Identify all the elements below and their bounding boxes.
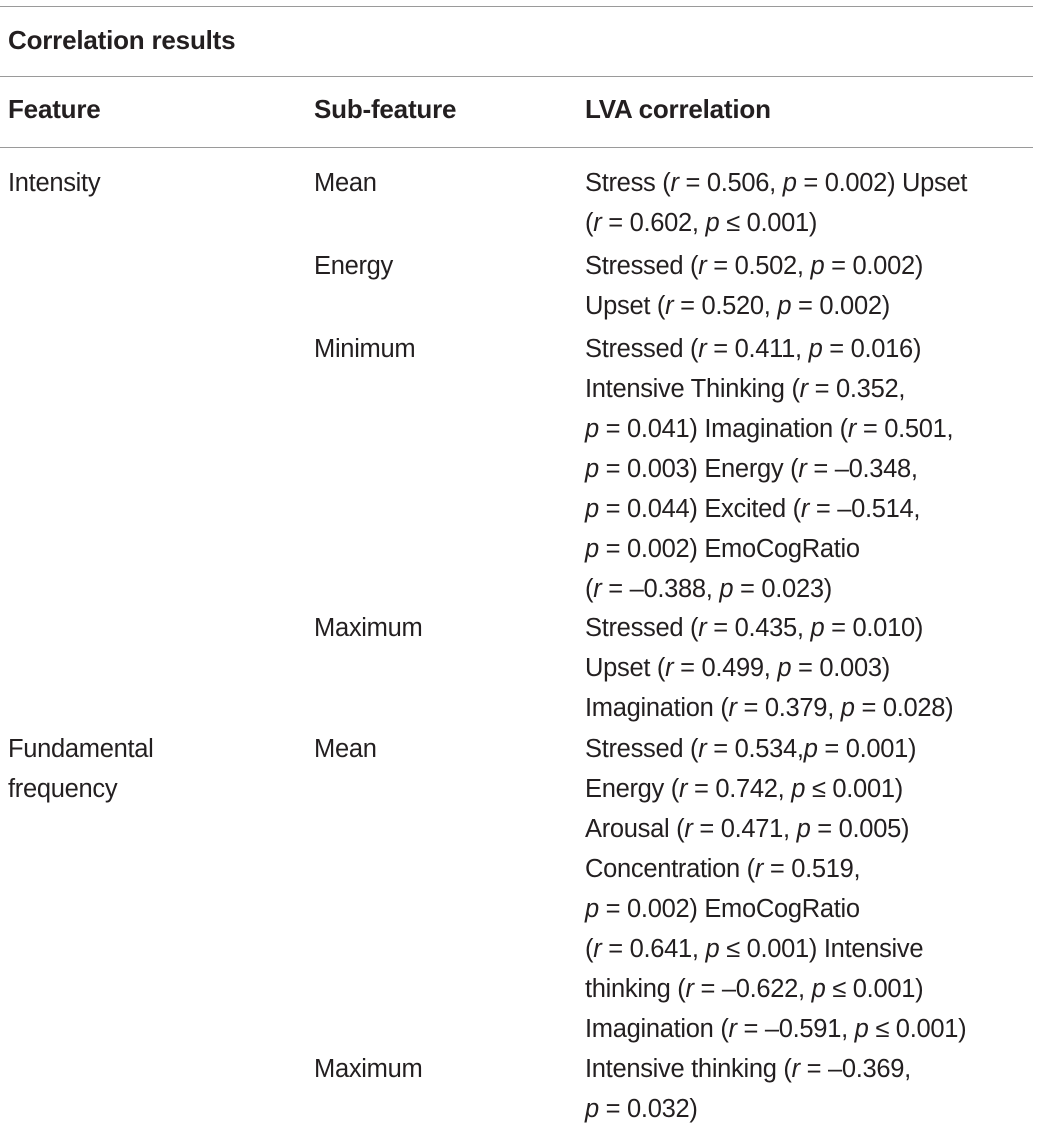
feature-line: frequency [8, 775, 118, 803]
correlation-text: = 0.471, [692, 815, 797, 843]
correlation-line [585, 163, 967, 203]
correlation-text: Stressed ( [585, 252, 699, 280]
correlation-text: ≤ 0.001) [719, 209, 818, 237]
stat-symbol: r [593, 209, 602, 237]
stat-symbol: r [670, 169, 679, 197]
stat-symbol: r [847, 415, 857, 443]
stat-symbol: p [777, 654, 792, 682]
correlation-line [585, 769, 966, 809]
correlation-text: = 0.002) [824, 252, 924, 280]
correlation-text: Intensive thinking ( [585, 1055, 792, 1083]
correlation-text: = 0.041) Imagination ( [598, 415, 848, 443]
correlation-line [585, 569, 953, 609]
stat-symbol: r [665, 654, 674, 682]
stat-symbol: p [585, 455, 599, 483]
feature-line: Fundamental [8, 735, 154, 763]
stat-symbol: r [593, 935, 602, 963]
stat-symbol: r [698, 735, 707, 763]
correlation-line [585, 608, 953, 648]
stat-symbol: p [777, 292, 792, 320]
correlation-text: = 0.502, [706, 252, 811, 280]
header-sub-feature: Sub-feature [314, 94, 457, 124]
correlation-cell [585, 1049, 911, 1129]
stat-symbol: p [585, 1095, 599, 1123]
correlation-cell [585, 608, 953, 728]
correlation-text: Intensive Thinking ( [585, 375, 800, 403]
correlation-text: = –0.369, [799, 1055, 911, 1083]
stat-symbol: r [798, 455, 807, 483]
stat-symbol: r [698, 335, 707, 363]
stat-symbol: p [840, 694, 855, 722]
correlation-line [585, 729, 966, 769]
correlation-text: = 0.032) [598, 1095, 698, 1123]
stat-symbol: p [854, 1015, 869, 1043]
stat-symbol: r [665, 292, 674, 320]
table-caption: Correlation results [8, 25, 236, 55]
correlation-text: ( [585, 935, 594, 963]
correlation-text: = 0.044) Excited ( [598, 495, 801, 523]
stat-symbol: p [796, 815, 811, 843]
correlation-text: Arousal ( [585, 815, 685, 843]
correlation-text: Upset ( [585, 292, 666, 320]
correlation-text: = 0.016) [822, 335, 922, 363]
correlation-text: Imagination ( [585, 694, 729, 722]
correlation-text: ( [585, 575, 594, 603]
correlation-cell [585, 163, 967, 243]
correlation-line [585, 203, 967, 243]
correlation-line [585, 849, 966, 889]
correlation-text: = 0.506, [678, 169, 783, 197]
correlation-text: = 0.501, [856, 415, 954, 443]
stat-symbol: r [728, 694, 737, 722]
sub-feature-cell: Energy [314, 252, 393, 280]
correlation-line [585, 969, 966, 1009]
stat-symbol: p [719, 575, 734, 603]
correlation-text: = 0.023) [733, 575, 832, 603]
correlation-text: = 0.005) [810, 815, 910, 843]
correlation-text: = 0.534, [706, 735, 804, 763]
correlation-text: = 0.742, [687, 775, 792, 803]
correlation-line [585, 929, 966, 969]
stat-symbol: p [585, 535, 599, 563]
stat-symbol: r [685, 975, 694, 1003]
stat-symbol: r [800, 495, 810, 523]
correlation-line [585, 1049, 911, 1089]
correlation-text: Stressed ( [585, 735, 699, 763]
correlation-text: = –0.622, [693, 975, 812, 1003]
correlation-text: = 0.028) [854, 694, 954, 722]
correlation-text: Concentration ( [585, 855, 755, 883]
correlation-line [585, 1009, 966, 1049]
correlation-text: ≤ 0.001) [868, 1015, 967, 1043]
correlation-text: = 0.519, [763, 855, 861, 883]
correlation-text: = 0.435, [706, 614, 811, 642]
correlation-text: Stress ( [585, 169, 671, 197]
correlation-text: ( [585, 209, 594, 237]
stat-symbol: p [705, 935, 720, 963]
stat-symbol: p [810, 614, 825, 642]
correlation-text: Upset ( [585, 654, 666, 682]
stat-symbol: p [585, 415, 599, 443]
correlation-line [585, 329, 953, 369]
correlation-text: = 0.003) [791, 654, 890, 682]
correlation-text: = –0.348, [806, 455, 918, 483]
stat-symbol: p [810, 252, 825, 280]
correlation-line [585, 489, 953, 529]
sub-feature-cell: Mean [314, 735, 377, 763]
correlation-line [585, 369, 953, 409]
stat-symbol: p [782, 169, 797, 197]
correlation-text: = –0.591, [736, 1015, 855, 1043]
header-feature: Feature [8, 94, 101, 124]
correlation-text: = 0.002) [791, 292, 890, 320]
stat-symbol: p [811, 975, 826, 1003]
correlation-text: = 0.010) [824, 614, 924, 642]
correlation-line [585, 449, 953, 489]
stat-symbol: r [698, 614, 707, 642]
correlation-text: = 0.499, [673, 654, 778, 682]
correlation-text: = 0.602, [601, 209, 706, 237]
correlation-text: = –0.514, [809, 495, 921, 523]
correlation-line [585, 529, 953, 569]
feature-line: Intensity [8, 169, 101, 197]
sub-feature-cell: Maximum [314, 614, 423, 642]
correlation-text: ≤ 0.001) Intensive [719, 935, 924, 963]
correlation-text: = 0.520, [673, 292, 778, 320]
correlation-cell [585, 329, 953, 609]
correlation-line [585, 1089, 911, 1129]
table-top-rule [0, 6, 1033, 7]
correlation-line [585, 286, 923, 326]
sub-feature-cell: Maximum [314, 1055, 423, 1083]
stat-symbol: r [684, 815, 693, 843]
header-bottom-rule [0, 147, 1033, 148]
correlation-line [585, 246, 923, 286]
feature-cell [8, 163, 100, 203]
stat-symbol: p [791, 775, 806, 803]
correlation-text: = 0.002) Upset [796, 169, 968, 197]
stat-symbol: p [808, 335, 823, 363]
correlation-text: = 0.352, [807, 375, 906, 403]
header-lva-correlation: LVA correlation [585, 94, 771, 124]
sub-feature-cell: Mean [314, 169, 377, 197]
stat-symbol: r [728, 1015, 737, 1043]
correlation-text: = –0.388, [601, 575, 720, 603]
feature-cell [8, 729, 154, 809]
correlation-text: = 0.002) EmoCogRatio [598, 535, 860, 563]
correlation-line [585, 889, 966, 929]
correlation-line [585, 648, 953, 688]
stat-symbol: r [678, 775, 688, 803]
correlation-cell [585, 246, 923, 326]
correlation-text: = 0.003) Energy ( [598, 455, 799, 483]
stat-symbol: p [585, 895, 599, 923]
correlation-line [585, 688, 953, 728]
correlation-text: thinking ( [585, 975, 686, 1003]
stat-symbol: p [585, 495, 599, 523]
stat-symbol: r [791, 1055, 800, 1083]
correlation-text: Stressed ( [585, 614, 699, 642]
correlation-text: = 0.379, [736, 694, 841, 722]
correlation-text: = 0.002) EmoCogRatio [598, 895, 860, 923]
correlation-text: ≤ 0.001) [825, 975, 924, 1003]
stat-symbol: r [754, 855, 764, 883]
correlation-text: Imagination ( [585, 1015, 729, 1043]
stat-symbol: p [705, 209, 720, 237]
sub-feature-cell: Minimum [314, 335, 416, 363]
correlation-text: Energy ( [585, 775, 679, 803]
stat-symbol: r [698, 252, 707, 280]
correlation-text: = 0.411, [706, 335, 809, 363]
correlation-cell [585, 729, 966, 1049]
correlation-text: = 0.001) [817, 735, 917, 763]
correlation-text: Stressed ( [585, 335, 699, 363]
correlation-text: = 0.641, [601, 935, 706, 963]
caption-bottom-rule [0, 76, 1033, 77]
stat-symbol: p [803, 735, 818, 763]
stat-symbol: r [799, 375, 808, 403]
correlation-text: ≤ 0.001) [805, 775, 903, 803]
correlation-line [585, 809, 966, 849]
stat-symbol: r [593, 575, 602, 603]
correlation-line [585, 409, 953, 449]
